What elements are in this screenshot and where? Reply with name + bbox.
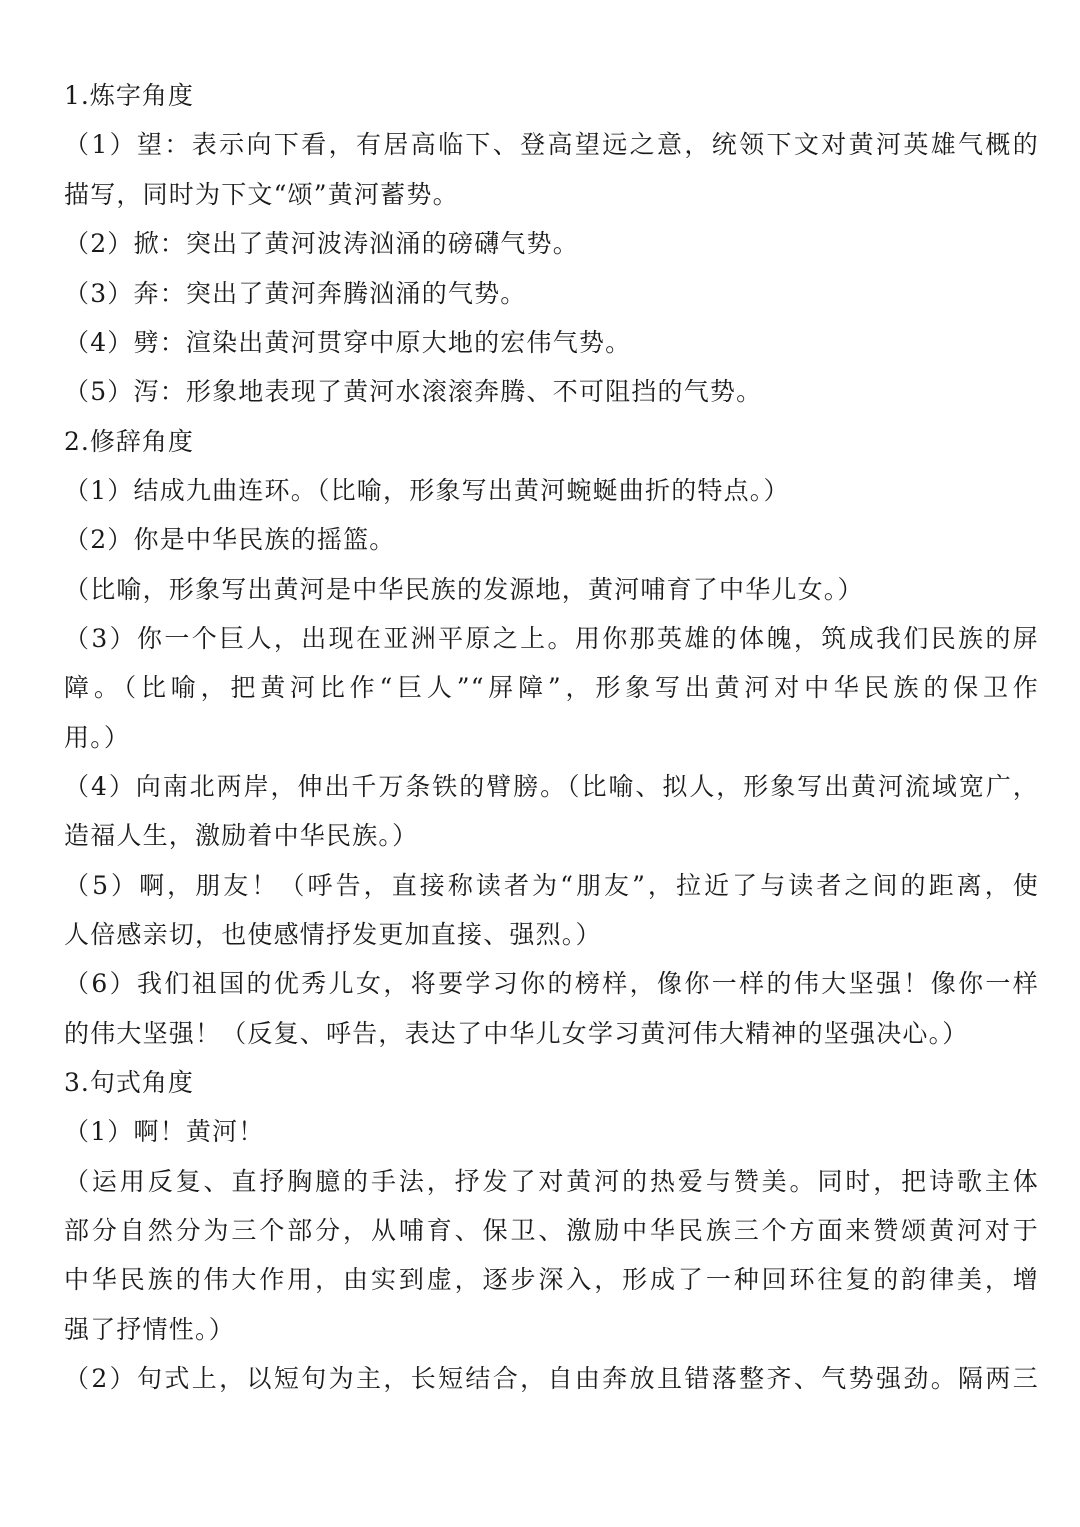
text-line: （1）望：表示向下看，有居高临下、登高望远之意，统领下文对黄河英雄气概的 — [64, 130, 1039, 159]
text-line: （1）啊！黄河！ — [64, 1117, 265, 1146]
text-line: （运用反复、直抒胸臆的手法，抒发了对黄河的热爱与赞美。同时，把诗歌主体 — [64, 1167, 1039, 1196]
text-line: （4）向南北两岸，伸出千万条铁的臂膀。（比喻、拟人，形象写出黄河流域宽广， — [64, 772, 1039, 801]
text-line: 障。（比喻，把黄河比作“巨人”“屏障”，形象写出黄河对中华民族的保卫作 — [64, 673, 1039, 702]
text-line: （3）奔：突出了黄河奔腾汹涌的气势。 — [64, 279, 527, 308]
section-heading: 1.炼字角度 — [64, 81, 194, 110]
text-line: 造福人生，激励着中华民族。） — [64, 821, 419, 850]
text-line: 部分自然分为三个部分，从哺育、保卫、激励中华民族三个方面来赞颂黄河对于 — [64, 1216, 1039, 1245]
text-line: 用。） — [64, 723, 131, 752]
text-line: （5）泻：形象地表现了黄河水滚滚奔腾、不可阻挡的气势。 — [64, 377, 763, 406]
text-line: （比喻，形象写出黄河是中华民族的发源地，黄河哺育了中华儿女。） — [64, 575, 864, 604]
section-heading: 3.句式角度 — [64, 1068, 194, 1097]
text-line: （2）你是中华民族的摇篮。 — [64, 525, 396, 554]
text-line: 的伟大坚强！（反复、呼告，表达了中华儿女学习黄河伟大精神的坚强决心。） — [64, 1019, 969, 1048]
text-line: 人倍感亲切，也使感情抒发更加直接、强烈。） — [64, 920, 602, 949]
text-line: （4）劈：渲染出黄河贯穿中原大地的宏伟气势。 — [64, 328, 632, 357]
text-line: 中华民族的伟大作用，由实到虚，逐步深入，形成了一种回环往复的韵律美，增 — [64, 1265, 1039, 1294]
text-line: （2）掀：突出了黄河波涛汹涌的磅礴气势。 — [64, 229, 579, 258]
text-line: （6）我们祖国的优秀儿女，将要学习你的榜样，像你一样的伟大坚强！像你一样 — [64, 969, 1039, 998]
text-line: 强了抒情性。） — [64, 1315, 235, 1344]
text-line: 描写，同时为下文“颂”黄河蓄势。 — [64, 180, 459, 209]
text-line: （3）你一个巨人，出现在亚洲平原之上。用你那英雄的体魄，筑成我们民族的屏 — [64, 624, 1039, 653]
text-line: （1）结成九曲连环。（比喻，形象写出黄河蜿蜒曲折的特点。） — [64, 476, 790, 505]
section-heading: 2.修辞角度 — [64, 427, 194, 456]
text-line: （2）句式上，以短句为主，长短结合，自由奔放且错落整齐、气势强劲。隔两三 — [64, 1364, 1039, 1393]
text-line: （5）啊，朋友！（呼告，直接称读者为“朋友”，拉近了与读者之间的距离，使 — [64, 871, 1039, 900]
